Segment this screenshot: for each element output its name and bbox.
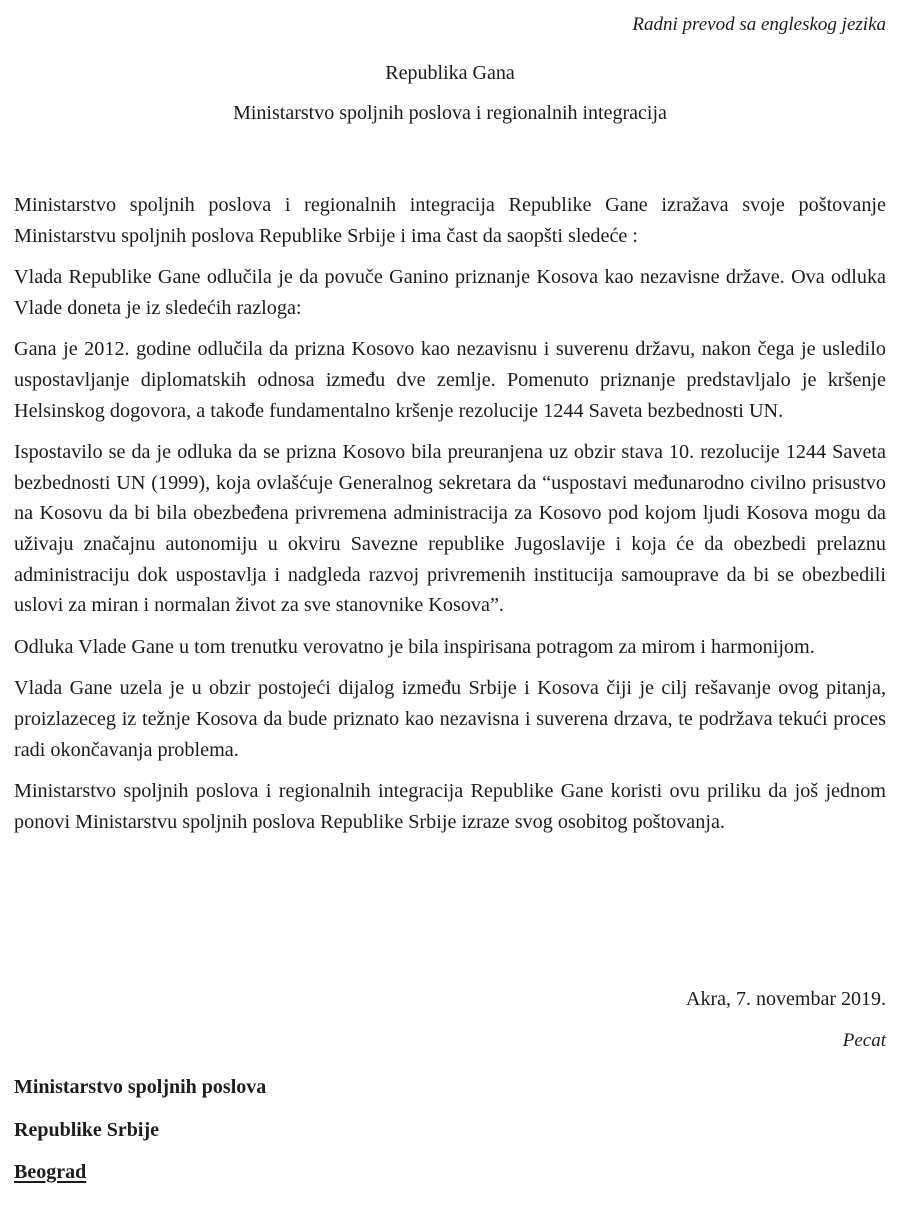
translation-note: Radni prevod sa engleskog jezika xyxy=(632,14,886,35)
country-name: Republika Gana xyxy=(385,62,515,84)
letter-body xyxy=(14,190,886,848)
recipient-line-2: Republike Srbije xyxy=(14,1119,160,1141)
seal-note: Pecat xyxy=(842,1030,886,1051)
paragraph-7: Ministarstvo spoljnih poslova i regionalnih integracija Republike Gane koristi ovu priliku da još jednom ponovi Ministarstvu spoljnih poslova Republike Srbije izraze svog osobitog poštovanja. xyxy=(14,780,886,833)
ministry-name: Ministarstvo spoljnih poslova i regionalnih integracija xyxy=(233,102,667,124)
paragraph-4: Ispostavilo se da je odluka da se prizna Kosovo bila preuranjena uz obzir stava 10. rezolucije 1244 Saveta bezbednosti UN (1999), koja ovlašćuje Generalnog sekretara da “uspostavi međunarodno civilno prisustvo na Kosovu da bi bila obezbeđena privremena administracija za Kosovo pod kojom ljudi Kosova mogu da uživaju značajnu autonomiju u okviru Savezne republike Jugoslavije i koja će da obezbedi prelaznu administraciju dok uspostavlja i nadgleda razvoj privremenih institucija samouprave da bi se obezbedili uslovi za miran i normalan život za sve stanovnike Kosova”. xyxy=(14,441,886,617)
document-page xyxy=(14,0,886,1216)
paragraph-2: Vlada Republike Gane odlučila je da povuče Ganino priznanje Kosova kao nezavisne države. Ova odluka Vlade doneta je iz sledećih razloga: xyxy=(14,266,886,319)
recipient-line-1: Ministarstvo spoljnih poslova xyxy=(14,1076,267,1098)
recipient-city: Beograd xyxy=(14,1161,87,1183)
paragraph-6: Vlada Gane uzela je u obzir postojeći dijalog između Srbije i Kosova čiji je cilj rešavanje ovog pitanja, proizlazeceg iz težnje Kosova da bude priznato kao nezavisna i suverena drzava, te podržava tekući proces radi okončavanja problema. xyxy=(14,677,886,761)
paragraph-5: Odluka Vlade Gane u tom trenutku verovatno je bila inspirisana potragom za mirom i harmonijom. xyxy=(14,635,815,658)
paragraph-3: Gana je 2012. godine odlučila da prizna Kosovo kao nezavisnu i suverenu državu, nakon čega je usledilo uspostavljanje diplomatskih odnosa između dve zemlje. Pomenuto priznanje predstavljalo je kršenje Helsinskog dogovora, a takođe fundamentalno kršenje rezolucije 1244 Saveta bezbednosti UN. xyxy=(14,338,886,422)
paragraph-1: Ministarstvo spoljnih poslova i regionalnih integracija Republike Gane izražava svoje poštovanje Ministarstvu spoljnih poslova Republike Srbije i ima čast da saopšti sledeće : xyxy=(14,194,886,247)
place-date: Akra, 7. novembar 2019. xyxy=(686,988,886,1010)
